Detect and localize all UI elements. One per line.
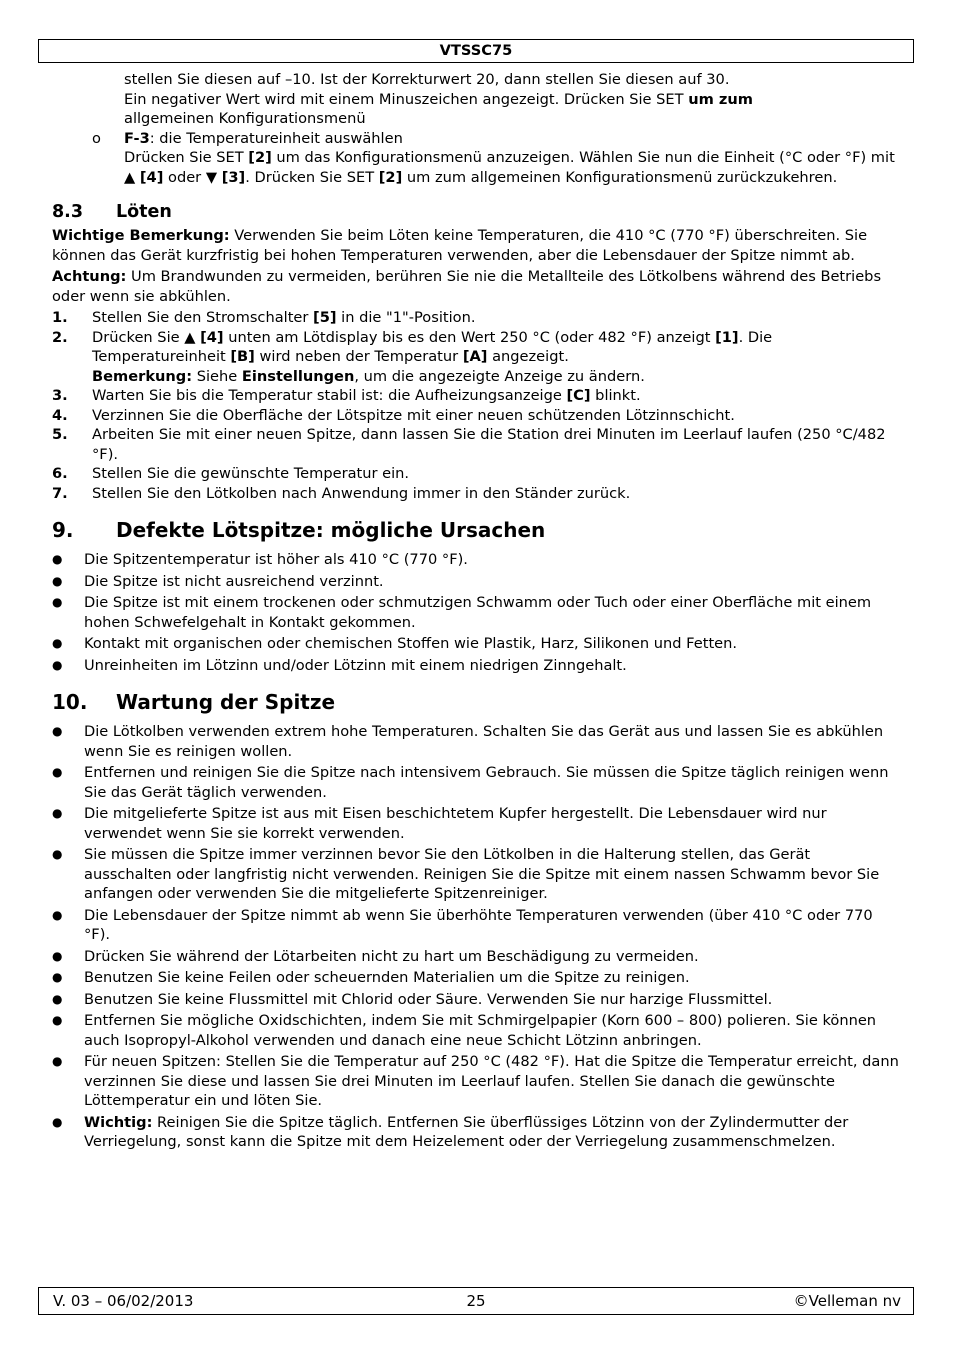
section-title: Löten	[116, 202, 172, 222]
list-item	[52, 947, 902, 967]
section-number: 8.3	[52, 202, 84, 222]
step-number: 7.	[52, 484, 68, 502]
bold-span: [1]	[715, 328, 739, 346]
list-item	[52, 656, 902, 676]
warning-note	[52, 267, 902, 306]
bold-span: [B]	[230, 348, 255, 365]
list-text: Die mitgelieferte Spitze ist aus mit Eisen beschichtetem Kupfer hergestellt. Die Lebensdauer wird nur verwendet wenn Sie sie korrekt verwenden.	[84, 805, 827, 842]
step-number: 5.	[52, 426, 68, 443]
list-item	[52, 968, 902, 988]
list-text: Benutzen Sie keine Feilen oder scheuernden Materialien um die Spitze zu reinigen.	[84, 969, 690, 986]
section-number: 10.	[52, 690, 88, 714]
list-text: Sie müssen die Spitze immer verzinnen bevor Sie den Lötkolben in die Halterung stellen, das Gerät ausschalten oder langfristig nicht verwenden. Reinigen Sie die Spitze mit einem nassen Schwamm bevor Sie anfangen oder verwenden Sie die mitgelieferte Spitzenreiniger.	[84, 846, 880, 902]
bold-span: [3]	[221, 168, 246, 186]
list-text: Entfernen und reinigen Sie die Spitze nach intensivem Gebrauch. Sie müssen die Spitze täglich reinigen wenn Sie das Gerät täglich verwenden.	[84, 764, 889, 801]
note-text: Verwenden Sie beim Löten keine Temperaturen, die 410 °C (770 °F) überschreiten. Sie können das Gerät kurzfristig bei hohen Temperaturen verwenden, aber die Lebensdauer der Spitze nimmt ab.	[52, 227, 868, 264]
copyright: ©Velleman nv	[793, 1292, 901, 1310]
bold-span: [4]	[200, 328, 224, 346]
cont-line: allgemeinen Konfigurationsmenü	[124, 110, 366, 127]
remark-label: Bemerkung:	[92, 367, 193, 385]
f3-description	[124, 148, 902, 187]
text-span: Ein negativer Wert wird mit einem Minuszeichen angezeigt. Drücken Sie SET	[124, 90, 689, 108]
text-span: in die "1"-Position.	[336, 309, 476, 326]
text-span: Stellen Sie den Stromschalter	[92, 309, 314, 326]
text-span: Siehe	[192, 367, 242, 385]
bullet-icon: ●	[52, 552, 63, 566]
list-text: Drücken Sie während der Lötarbeiten nicht zu hart um Beschädigung zu vermeiden.	[84, 947, 699, 965]
bullet-icon: ●	[52, 595, 63, 609]
text-span: um das Konfigurationsmenü anzuzeigen. Wählen Sie nun die Einheit (°C oder °F) mit ▲	[124, 149, 895, 186]
list-text: Die Spitze ist mit einem trockenen oder schmutzigen Schwamm oder Tuch oder einer Oberfläche mit einem hohen Schwefelgehalt in Kontakt gekommen.	[84, 594, 872, 631]
note-label: Wichtige Bemerkung:	[52, 227, 230, 244]
list-item	[52, 990, 902, 1010]
list-item	[52, 763, 902, 802]
page-number: 25	[466, 1292, 486, 1310]
soldering-steps	[52, 308, 902, 503]
bullet-icon: ●	[52, 991, 63, 1006]
text-span: um zum allgemeinen Konfigurationsmenü zurückzukehren.	[402, 168, 838, 186]
list-item	[52, 572, 902, 592]
step-item	[52, 308, 902, 328]
page-footer	[38, 1287, 914, 1315]
step-item	[52, 425, 902, 464]
step-item	[52, 484, 902, 504]
hollow-bullet-icon: o	[92, 129, 101, 147]
list-item	[52, 845, 902, 904]
section-heading-9	[52, 517, 902, 543]
text-span: Drücken Sie SET	[124, 149, 249, 166]
list-text: Die Spitze ist nicht ausreichend verzinnt.	[84, 572, 384, 590]
bullet-icon: ●	[52, 1013, 63, 1027]
bold-span: [2]	[248, 149, 272, 166]
step-text: Stellen Sie die gewünschte Temperatur ein.	[92, 465, 410, 482]
config-item-f3	[52, 129, 902, 188]
cont-line	[124, 90, 902, 110]
list-item	[52, 906, 902, 945]
step-item	[52, 328, 902, 387]
bold-span: Einstellungen	[241, 367, 355, 385]
cont-line: stellen Sie diesen auf –10. Ist der Korrekturwert 20, dann stellen Sie diesen auf 30.	[124, 71, 730, 88]
bullet-icon: ●	[52, 1114, 63, 1129]
important-note	[52, 226, 902, 265]
step-number: 3.	[52, 387, 68, 404]
document-title: VTSSC75	[439, 42, 513, 59]
bullet-icon: ●	[52, 636, 63, 650]
bold-span: [4]	[139, 168, 164, 186]
text-span: angezeigt.	[487, 348, 569, 365]
step-number: 4.	[52, 406, 68, 424]
bullet-icon: ●	[52, 847, 63, 861]
warning-text: Um Brandwunden zu vermeiden, berühren Sie nie die Metallteile des Lötkolbens während des Betriebs oder wenn sie abkühlen.	[52, 268, 882, 305]
text-span: : die Temperatureinheit auswählen	[149, 129, 403, 147]
text-span: Drücken Sie ▲	[92, 328, 201, 346]
list-item	[52, 722, 902, 761]
bold-span: [A]	[462, 348, 488, 365]
page-header	[38, 39, 914, 63]
step-text: Verzinnen Sie die Oberfläche der Lötspitze mit einer neuen schützenden Lötzinnschicht.	[92, 406, 735, 424]
list-text: Reinigen Sie die Spitze täglich. Entfernen Sie überflüssiges Lötzinn von der Zylindermutter der Verriegelung, sonst kann die Spitze mit dem Heizelement oder der Verriegelung zusammenschmelzen.	[84, 1113, 849, 1150]
list-text: Die Spitzentemperatur ist höher als 410 °C (770 °F).	[84, 551, 468, 568]
bullet-icon: ●	[52, 806, 63, 820]
list-item	[52, 1113, 902, 1152]
defect-causes-list	[52, 550, 902, 675]
step-item	[52, 386, 902, 406]
section-title: Wartung der Spitze	[116, 690, 336, 714]
bullet-icon: ●	[52, 657, 63, 672]
list-item	[52, 550, 902, 570]
list-item	[52, 634, 902, 654]
bold-span: [C]	[566, 387, 591, 404]
bullet-icon: ●	[52, 970, 63, 984]
list-item	[52, 1011, 902, 1050]
important-label: Wichtig:	[84, 1113, 153, 1131]
step-number: 6.	[52, 465, 68, 482]
f3-code: F-3	[124, 129, 150, 147]
text-span: oder ▼	[163, 168, 222, 186]
version-date: V. 03 – 06/02/2013	[53, 1292, 194, 1310]
section-title: Defekte Lötspitze: mögliche Ursachen	[116, 518, 546, 542]
list-item	[52, 593, 902, 632]
warning-label: Achtung:	[52, 268, 127, 285]
list-item	[52, 1052, 902, 1111]
text-span: blinkt.	[590, 387, 641, 404]
bullet-icon: ●	[52, 765, 63, 779]
text-span: unten am Lötdisplay bis es den Wert 250 °C (oder 482 °F) anzeigt	[223, 328, 716, 346]
text-span: . Drücken Sie SET	[245, 168, 379, 186]
section-number: 9.	[52, 518, 74, 542]
list-text: Entfernen Sie mögliche Oxidschichten, indem Sie mit Schmirgelpapier (Korn 600 – 800) polieren. Sie können auch Isopropyl-Alkohol verwenden und danach eine neue Schicht Lötzinn anbringen.	[84, 1012, 877, 1049]
text-span: , um die angezeigte Anzeige zu ändern.	[354, 367, 645, 385]
bullet-icon: ●	[52, 1054, 63, 1068]
step-text: Arbeiten Sie mit einer neuen Spitze, dann lassen Sie die Station drei Minuten im Leerlauf laufen (250 °C/482 °F).	[92, 426, 886, 463]
bullet-icon: ●	[52, 724, 63, 738]
text-span: Warten Sie bis die Temperatur stabil ist: die Aufheizungsanzeige	[92, 387, 567, 404]
bold-span: [2]	[378, 168, 403, 186]
step-item	[52, 406, 902, 426]
list-text: Kontakt mit organischen oder chemischen Stoffen wie Plastik, Harz, Silikonen und Fetten.	[84, 635, 738, 652]
text-span: wird neben der Temperatur	[254, 348, 463, 365]
list-item	[52, 804, 902, 843]
page-content	[52, 70, 902, 1154]
bullet-icon: ●	[52, 573, 63, 588]
bold-span: [5]	[313, 309, 337, 326]
section-heading-10	[52, 689, 902, 715]
list-text: Die Lötkolben verwenden extrem hohe Temperaturen. Schalten Sie das Gerät aus und lassen Sie es abkühlen wenn Sie es reinigen wollen.	[84, 723, 884, 760]
list-text: Benutzen Sie keine Flussmittel mit Chlorid oder Säure. Verwenden Sie nur harzige Flussmittel.	[84, 990, 773, 1008]
continued-text	[52, 70, 902, 129]
step-number: 1.	[52, 309, 68, 326]
list-text: Für neuen Spitzen: Stellen Sie die Temperatur auf 250 °C (482 °F). Hat die Spitze die Temperatur erreicht, dann verzinnen Sie diese und lassen Sie drei Minuten im Leerlauf laufen. Stellen Sie danach die gewünschte Löttemperatur ein und löten Sie.	[84, 1053, 899, 1109]
step-number: 2.	[52, 328, 68, 346]
bullet-icon: ●	[52, 948, 63, 963]
f3-title	[124, 129, 902, 149]
text-span: . Die Temperatureinheit	[92, 328, 773, 365]
list-text: Die Lebensdauer der Spitze nimmt ab wenn Sie überhöhte Temperaturen verwenden (über 410 °C oder 770 °F).	[84, 906, 873, 943]
section-heading-8-3	[52, 201, 902, 223]
tip-maintenance-list	[52, 722, 902, 1152]
list-text: Unreinheiten im Lötzinn und/oder Lötzinn mit einem niedrigen Zinngehalt.	[84, 656, 627, 674]
step-text: Stellen Sie den Lötkolben nach Anwendung immer in den Ständer zurück.	[92, 484, 631, 502]
step-item	[52, 464, 902, 484]
bold-span: um zum	[688, 90, 753, 108]
bullet-icon: ●	[52, 907, 63, 922]
